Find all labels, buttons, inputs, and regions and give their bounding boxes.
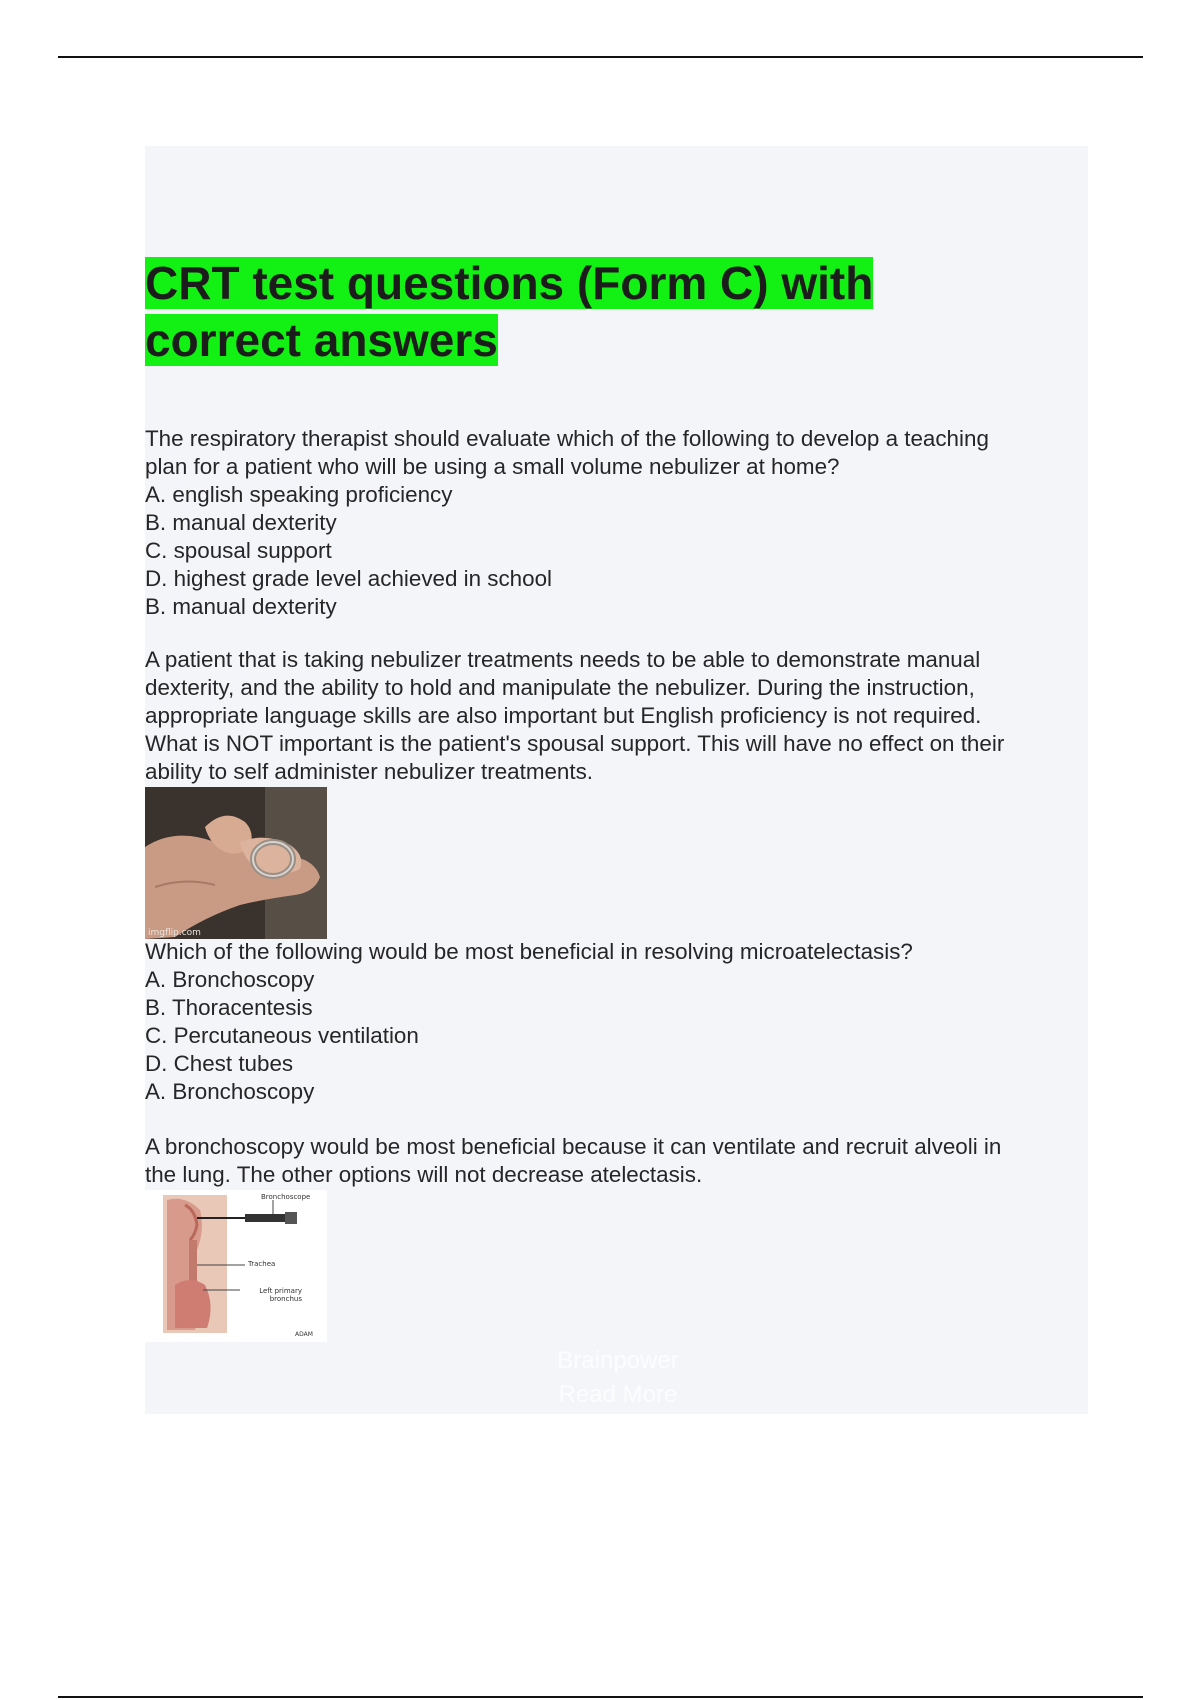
top-rule — [58, 56, 1143, 58]
question-1-option-d: D. highest grade level achieved in school — [145, 566, 553, 591]
question-1-text-line: plan for a patient who will be using a small volume nebulizer at home? — [145, 454, 840, 479]
question-1-answer: B. manual dexterity — [145, 594, 337, 619]
question-1-option-b: B. manual dexterity — [145, 510, 337, 535]
explanation-line: the lung. The other options will not decrease atelectasis. — [145, 1162, 703, 1187]
question-1-option-a: A. english speaking proficiency — [145, 482, 453, 507]
question-2-option-b: B. Thoracentesis — [145, 995, 313, 1020]
title-line-2: correct answers — [145, 314, 498, 366]
document-title — [145, 255, 945, 369]
question-2-option-a: A. Bronchoscopy — [145, 967, 315, 992]
diagram-credit: ADAM — [295, 1331, 313, 1338]
question-1-block — [145, 425, 1085, 621]
explanation-line: dexterity, and the ability to hold and manipulate the nebulizer. During the instruction, — [145, 675, 975, 700]
explanation-line: ability to self administer nebulizer treatments. — [145, 759, 594, 784]
photo-watermark: imgflip.com — [148, 928, 201, 938]
trachea-label: Trachea — [248, 1260, 276, 1268]
question-2-explanation — [145, 1133, 1085, 1189]
overlay-brand-text: Brainpower — [557, 1347, 679, 1374]
explanation-line: A bronchoscopy would be most beneficial because it can ventilate and recruit alveoli in — [145, 1134, 1002, 1159]
question-2-answer: A. Bronchoscopy — [145, 1079, 315, 1104]
finger-ring-photo — [145, 787, 327, 939]
bottom-rule — [58, 1696, 1143, 1698]
question-1-option-c: C. spousal support — [145, 538, 332, 563]
left-primary-bronchus-label: Left primary bronchus — [259, 1287, 302, 1303]
explanation-line: A patient that is taking nebulizer treatments needs to be able to demonstrate manual — [145, 647, 981, 672]
question-1-text-line: The respiratory therapist should evaluate which of the following to develop a teaching — [145, 426, 989, 451]
question-2-option-d: D. Chest tubes — [145, 1051, 294, 1076]
title-line-1: CRT test questions (Form C) with — [145, 257, 874, 309]
read-more-link[interactable]: Read More — [558, 1381, 678, 1408]
question-2-text-line: Which of the following would be most beneficial in resolving microatelectasis? — [145, 939, 913, 964]
question-2-option-c: C. Percutaneous ventilation — [145, 1023, 419, 1048]
question-2-block — [145, 938, 1085, 1106]
explanation-line: What is NOT important is the patient's spousal support. This will have no effect on their — [145, 731, 1005, 756]
bronchoscopy-diagram — [145, 1190, 327, 1342]
question-1-explanation — [145, 646, 1085, 786]
bronchoscope-label: Bronchoscope — [261, 1193, 311, 1201]
explanation-line: appropriate language skills are also important but English proficiency is not required. — [145, 703, 982, 728]
